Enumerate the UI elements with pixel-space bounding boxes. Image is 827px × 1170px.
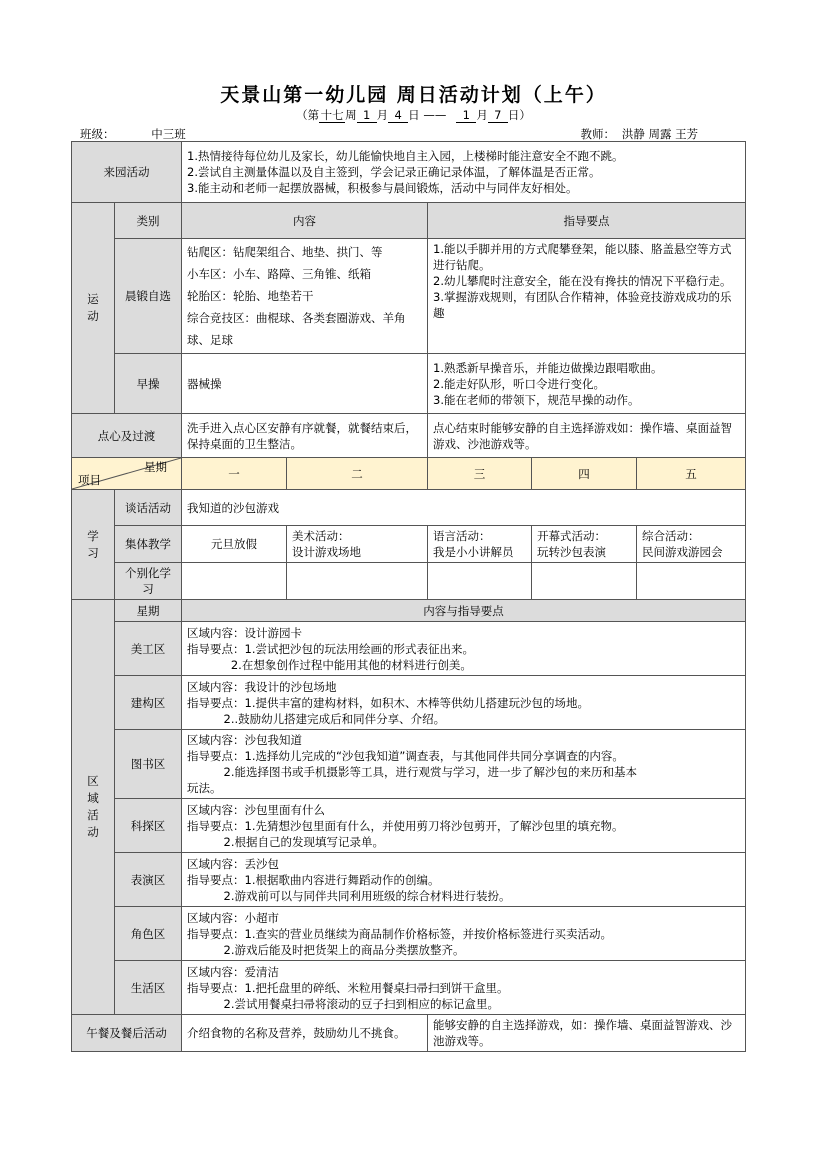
- area-line: 指导要点：1.选择幼儿完成的“沙包我知道”调查表，与其他同伴共同分享调查的内容。: [187, 749, 624, 763]
- lunch-label: 午餐及餐后活动: [72, 1015, 182, 1052]
- class-label: 班级：: [80, 127, 115, 141]
- area-content-life: [182, 961, 746, 1015]
- day-header: 一: [182, 458, 287, 490]
- arrival-line: 2.尝试自主测量体温以及自主签到，学会记录正确记录体温，了解体温是否正常。: [187, 165, 601, 179]
- area-content-books: [182, 730, 746, 799]
- individual-fri: [637, 563, 746, 600]
- morning-point: 3.掌握游戏规则，有团队合作精神，体验竞技游戏成功的乐趣: [433, 290, 732, 320]
- area-label-build: 建构区: [115, 676, 182, 730]
- sub-month2: 月: [476, 108, 488, 122]
- areas-section-text: 区域活动: [87, 774, 99, 839]
- day-header: 三: [428, 458, 532, 490]
- area-label-books: 图书区: [115, 730, 182, 799]
- individual-label: 个别化学习: [115, 563, 182, 600]
- group-item-tue: 美术活动： 设计游戏场地: [287, 526, 428, 563]
- area-line: 2.游戏前可以与同伴共同利用班级的综合材料进行装扮。: [187, 888, 511, 903]
- teacher-value: 洪静 周露 王芳: [615, 128, 705, 142]
- areas-col-content: 内容与指导要点: [182, 600, 746, 622]
- talk-label: 谈话活动: [115, 490, 182, 526]
- end-month: 1: [456, 109, 476, 123]
- arrival-line: 1.热情接待每位幼儿及家长，幼儿能愉快地自主入园，上楼梯时能注意安全不跑不跳。: [187, 149, 624, 163]
- area-line: 指导要点：1.提供丰富的建构材料，如积木、木棒等供幼儿搭建玩沙包的场地。: [187, 695, 589, 710]
- individual-wed: [428, 563, 532, 600]
- sub-week: 周: [345, 108, 357, 122]
- morning-content-line: 轮胎区：轮胎、地垫若干: [187, 289, 314, 303]
- arrival-label: 来园活动: [72, 142, 182, 203]
- area-line: 指导要点：1.查实的营业员继续为商品制作价格标签，并按价格标签进行买卖活动。: [187, 926, 612, 941]
- sub-open: （第: [296, 108, 320, 122]
- area-content-science: [182, 799, 746, 853]
- group-item-fri: 综合活动： 民间游戏游园会: [637, 526, 746, 563]
- sub-close: 日）: [507, 108, 531, 122]
- exercise-section-label: [72, 203, 115, 414]
- exercise-col-type: 类别: [115, 203, 182, 239]
- area-content-art: [182, 622, 746, 676]
- area-content-perform: [182, 853, 746, 907]
- class-value: 中三班: [115, 128, 223, 142]
- morning-content-line: 综合竞技区：曲棍球、各类套圈游戏、羊角球、足球: [187, 311, 406, 347]
- area-content-role: [182, 907, 746, 961]
- area-line: 2.尝试用餐桌扫帚将滚动的豆子扫到相应的标记盒里。: [187, 996, 500, 1011]
- area-line: 区域内容：爱清洁: [187, 964, 279, 979]
- day-header: 二: [287, 458, 428, 490]
- individual-tue: [287, 563, 428, 600]
- page-title: 天景山第一幼儿园 周日活动计划（上午）: [220, 84, 607, 106]
- snack-points: 点心结束时能够安静的自主选择游戏如：操作墙、桌面益智游戏、沙池游戏等。: [428, 414, 746, 458]
- start-day: 4: [388, 109, 408, 123]
- area-line: 区域内容：小超市: [187, 910, 279, 925]
- end-day: 7: [488, 109, 508, 123]
- exercise-col-points: 指导要点: [428, 203, 746, 239]
- area-label-perform: 表演区: [115, 853, 182, 907]
- arrival-line: 3.能主动和老师一起摆放器械，积极参与晨间锻炼，活动中与同伴友好相处。: [187, 181, 578, 195]
- morning-content-line: 小车区：小车、路障、三角锥、纸箱: [187, 267, 371, 281]
- area-line: 2.能选择图书或手机摄影等工具，进行观赏与学习，进一步了解沙包的来历和基本: [187, 765, 638, 779]
- date-range: [0, 107, 827, 123]
- area-line: 2.游戏后能及时把货架上的商品分类摆放整齐。: [187, 942, 465, 957]
- area-content-build: [182, 676, 746, 730]
- areas-col-week: 星期: [115, 600, 182, 622]
- morning-content: [182, 239, 428, 354]
- morning-point: 1.能以手脚并用的方式爬攀登架，能以膝、胳盖悬空等方式进行钻爬。: [433, 242, 732, 272]
- sub-month: 月: [376, 108, 389, 122]
- teacher-label: 教师：: [580, 127, 615, 141]
- morning-content-line: 钻爬区：钻爬架组合、地垫、拱门、等: [187, 245, 383, 259]
- area-line: 玩法。: [187, 781, 222, 795]
- individual-thu: [532, 563, 637, 600]
- area-line: 指导要点：1.尝试把沙包的玩法用绘画的形式表征出来。: [187, 641, 474, 656]
- area-line: 区域内容：沙包我知道: [187, 733, 302, 747]
- week-number: 十七: [320, 108, 344, 122]
- exercises-points: [428, 354, 746, 414]
- individual-mon: [182, 563, 287, 600]
- activity-plan-table: [71, 141, 746, 1052]
- learning-section-label: [72, 490, 115, 600]
- area-line: 区域内容：丢沙包: [187, 856, 279, 871]
- lunch-content: 介绍食物的名称及营养，鼓励幼儿不挑食。: [182, 1015, 428, 1052]
- week-corner: [72, 458, 182, 490]
- exercises-point: 1.熟悉新早操音乐，并能边做操边跟唱歌曲。: [433, 360, 663, 375]
- group-item-mon: 元旦放假: [182, 526, 287, 563]
- areas-section-label: [72, 600, 115, 1015]
- teacher-line: [581, 126, 706, 142]
- area-line: 区域内容：沙包里面有什么: [187, 802, 325, 817]
- snack-label: 点心及过渡: [72, 414, 182, 458]
- area-label-role: 角色区: [115, 907, 182, 961]
- morning-label: 晨锻自选: [115, 239, 182, 354]
- morning-points: [428, 239, 746, 354]
- group-item-wed: 语言活动： 我是小小讲解员: [428, 526, 532, 563]
- exercises-label: 早操: [115, 354, 182, 414]
- snack-content: 洗手进入点心区安静有序就餐，就餐结束后，保持桌面的卫生整洁。: [182, 414, 428, 458]
- corner-item: 项目: [78, 473, 101, 487]
- area-line: 指导要点：1.根据歌曲内容进行舞蹈动作的创编。: [187, 872, 440, 887]
- area-line: 指导要点：1.先猜想沙包里面有什么，并使用剪刀将沙包剪开，了解沙包里的填充物。: [187, 818, 624, 833]
- group-label: 集体教学: [115, 526, 182, 563]
- exercises-point: 2.能走好队形，听口令进行变化。: [433, 376, 605, 391]
- class-line: [80, 126, 223, 142]
- group-item-thu: 开幕式活动： 玩转沙包表演: [532, 526, 637, 563]
- morning-point: 2.幼儿攀爬时注意安全，能在没有搀扶的情况下平稳行走。: [433, 274, 732, 288]
- area-line: 区域内容：设计游园卡: [187, 625, 302, 640]
- talk-content: 我知道的沙包游戏: [182, 490, 746, 526]
- sub-day: 日 ——: [408, 108, 447, 122]
- corner-week: 星期: [144, 460, 167, 474]
- learning-section-text: 学习: [87, 528, 99, 560]
- exercises-content: 器械操: [182, 354, 428, 414]
- area-line: 2.在想象创作过程中能用其他的材料进行创美。: [187, 657, 472, 672]
- area-line: 区域内容：我设计的沙包场地: [187, 679, 337, 694]
- area-line: 2.根据自己的发现填写记录单。: [187, 834, 385, 849]
- lunch-points: 能够安静的自主选择游戏，如：操作墙、桌面益智游戏、沙池游戏等。: [428, 1015, 746, 1052]
- exercise-col-content: 内容: [182, 203, 428, 239]
- area-line: 指导要点：1.把托盘里的碎纸、米粒用餐桌扫帚扫到饼干盒里。: [187, 980, 509, 995]
- area-label-life: 生活区: [115, 961, 182, 1015]
- exercises-point: 3.能在老师的带领下，规范早操的动作。: [433, 392, 640, 407]
- area-label-science: 科探区: [115, 799, 182, 853]
- arrival-content: [182, 142, 746, 203]
- exercise-section-text: 运动: [87, 292, 99, 323]
- area-line: 2..鼓励幼儿搭建完成后和同伴分享、介绍。: [187, 711, 446, 726]
- day-header: 四: [532, 458, 637, 490]
- day-header: 五: [637, 458, 746, 490]
- area-label-art: 美工区: [115, 622, 182, 676]
- start-month: 1: [357, 109, 377, 123]
